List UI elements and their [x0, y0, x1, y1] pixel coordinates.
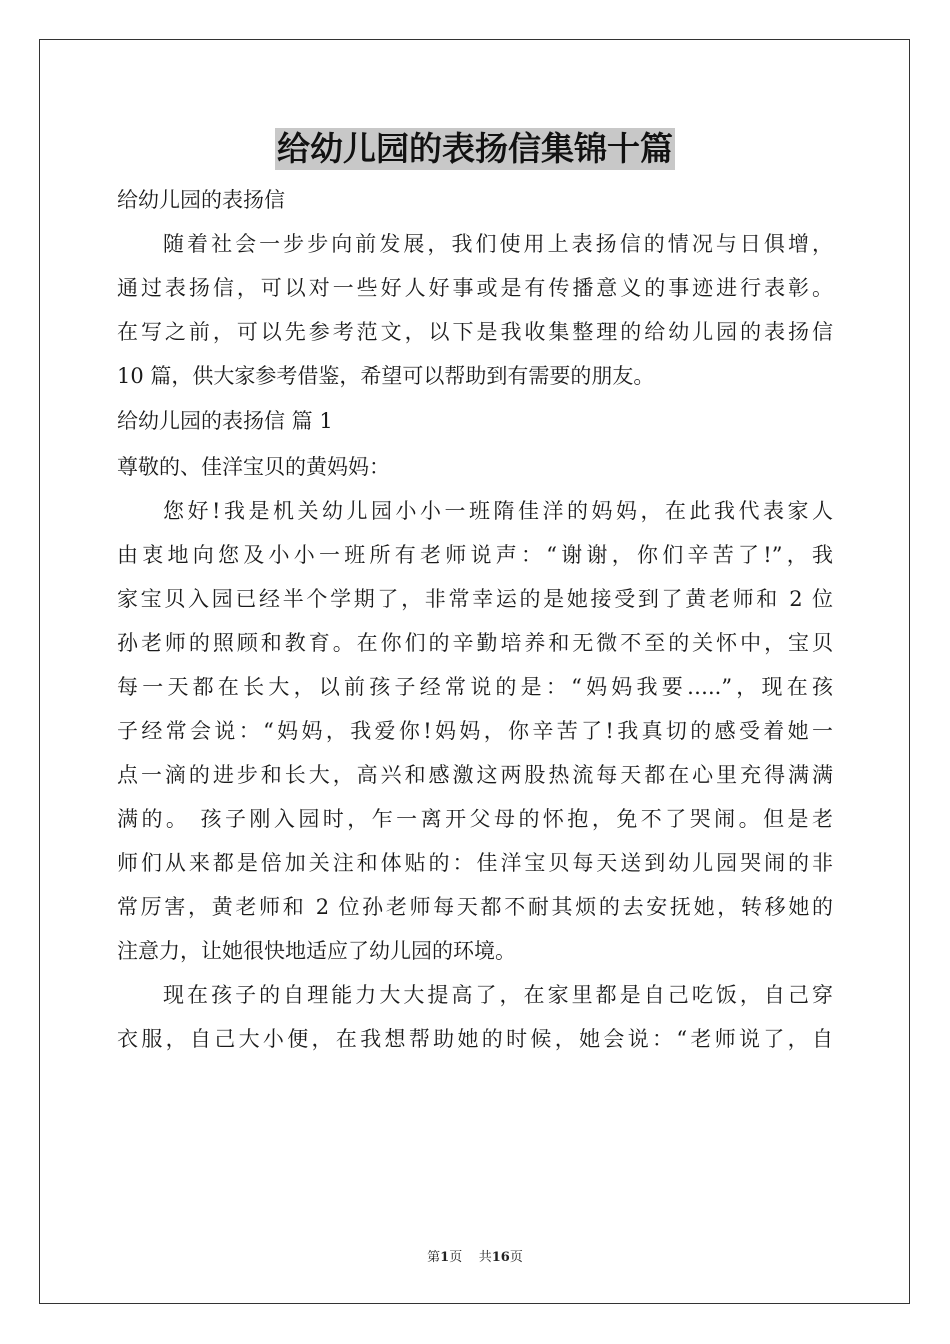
intro-line: 10 篇，供大家参考借鉴，希望可以帮助到有需要的朋友。 — [117, 364, 655, 388]
letter-line: 满的。 孩子刚入园时，乍一离开父母的怀抱，免不了哭闹。但是老 — [117, 807, 833, 831]
section-heading: 给幼儿园的表扬信 篇 1 — [117, 409, 333, 433]
letter-line: 您好!我是机关幼儿园小小一班隋佳洋的妈妈，在此我代表家人 — [163, 499, 833, 523]
intro-line: 随着社会一步步向前发展，我们使用上表扬信的情况与日俱增， — [163, 232, 833, 256]
letter-line: 孙老师的照顾和教育。在你们的辛勤培养和无微不至的关怀中，宝贝 — [117, 631, 833, 655]
page-prefix: 第 — [427, 1250, 441, 1265]
intro-line: 在写之前，可以先参考范文，以下是我收集整理的给幼儿园的表扬信 — [117, 320, 833, 344]
letter-line: 子经常会说：“妈妈，我爱你!妈妈，你辛苦了!我真切的感受着她一 — [117, 719, 833, 743]
letter-line: 师们从来都是倍加关注和体贴的：佳洋宝贝每天送到幼儿园哭闹的非 — [117, 851, 833, 875]
page-footer — [0, 1246, 950, 1265]
letter-line: 点一滴的进步和长大，高兴和感激这两股热流每天都在心里充得满满 — [117, 763, 833, 787]
letter-paragraph-1 — [117, 489, 833, 973]
intro-line: 通过表扬信，可以对一些好人好事或是有传播意义的事迹进行表彰。 — [117, 276, 833, 300]
document-title-text: 给幼儿园的表扬信集锦十篇 — [277, 129, 673, 168]
salutation: 尊敬的、佳洋宝贝的黄妈妈： — [117, 455, 390, 479]
subtitle: 给幼儿园的表扬信 — [117, 188, 285, 212]
letter-line: 现在孩子的自理能力大大提高了，在家里都是自己吃饭，自己穿 — [163, 983, 833, 1007]
letter-line: 常厉害，黄老师和 2 位孙老师每天都不耐其烦的去安抚她，转移她的 — [117, 895, 833, 919]
letter-line: 家宝贝入园已经半个学期了，非常幸运的是她接受到了黄老师和 2 位 — [117, 587, 833, 611]
letter-line: 注意力，让她很快地适应了幼儿园的环境。 — [117, 939, 516, 963]
page-suffix: 页 — [449, 1250, 463, 1265]
total-pages: 16 — [491, 1250, 510, 1265]
page-number: 1 — [440, 1250, 450, 1265]
total-prefix: 共 — [478, 1250, 492, 1265]
intro-paragraph — [117, 222, 833, 398]
document-body — [117, 178, 833, 1061]
letter-line: 衣服，自己大小便，在我想帮助她的时候，她会说：“老师说了，自 — [117, 1027, 833, 1051]
letter-paragraph-2 — [117, 973, 833, 1061]
document-title — [0, 128, 950, 170]
letter-line: 由衷地向您及小小一班所有老师说声：“谢谢，你们辛苦了!”，我 — [117, 543, 833, 567]
letter-line: 每一天都在长大，以前孩子经常说的是：“妈妈我要…..”，现在孩 — [117, 675, 833, 699]
total-suffix: 页 — [509, 1250, 523, 1265]
